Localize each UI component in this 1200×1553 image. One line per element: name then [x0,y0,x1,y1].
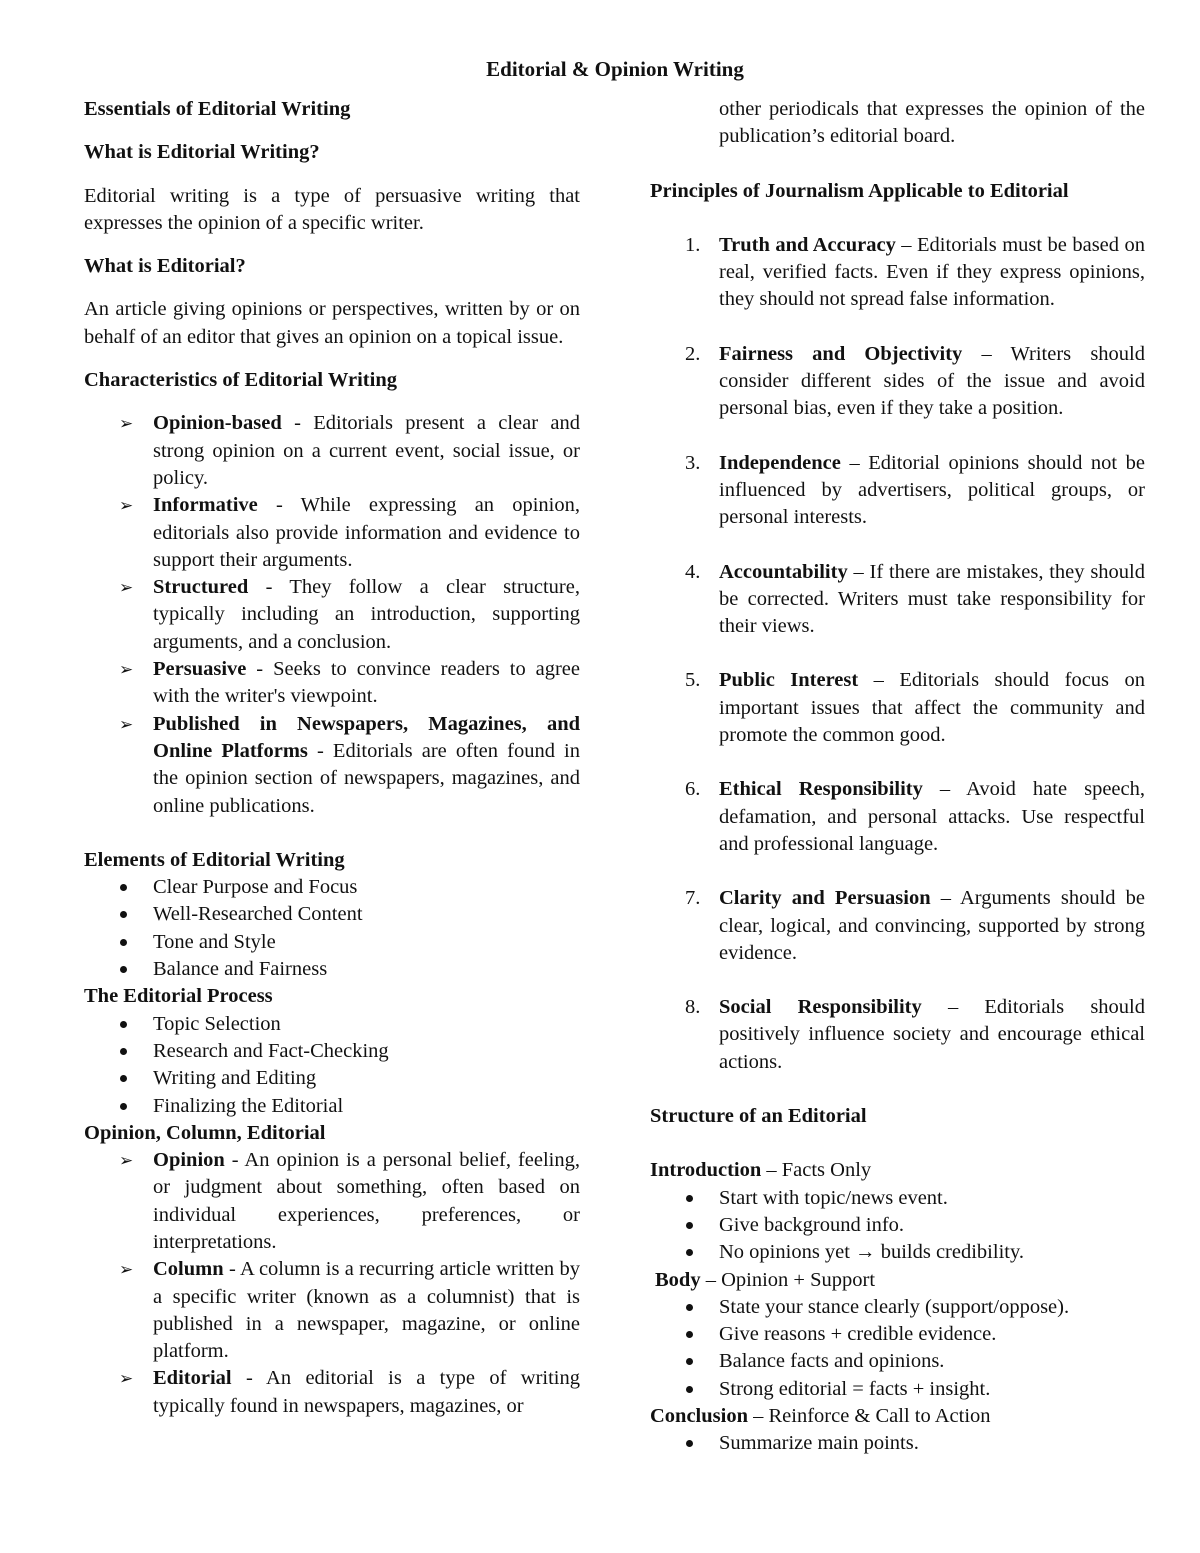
item-term: Public Interest [719,669,859,692]
list-item [650,450,1145,532]
list-item: Balance and Fairness [84,956,580,983]
list-item: No opinions yet → builds credibility. [650,1239,1145,1266]
principles-list [650,232,1145,1076]
item-text: - An editorial is a type of writing typically found in newspapers, magazines, or [153,1367,580,1417]
item-term: Persuasive [153,658,247,681]
item-text: - Editorials present a clear and strong opinion on a current event, social issue, or policy. [153,412,580,489]
item-text: – Editorials should focus on important issues that affect the community and promote the common good. [719,669,1145,747]
list-item [650,232,1145,314]
list-item-continuation: other periodicals that expresses the opinion of the publication’s editorial board. [719,98,1145,148]
arrow-bullet-icon: ➢ [119,1260,134,1280]
essentials-heading: Essentials of Editorial Writing [84,98,351,120]
structure-heading: Structure of an Editorial [650,1105,867,1128]
list-item: Research and Fact-Checking [84,1038,580,1065]
arrow-bullet-icon: ➢ [119,496,134,516]
item-term: Editorial [153,1367,232,1390]
list-item [84,574,580,656]
introduction-line [650,1157,1145,1184]
list-item [84,410,580,492]
body-list [650,1294,1145,1403]
arrow-bullet-icon: ➢ [119,1369,134,1389]
editorial-continuation [650,96,1145,151]
item-text: – Editorials must be based on real, verified facts. Even if they express opinions, they should not spread false information. [719,233,1145,311]
arrow-bullet-icon: ➢ [119,1151,134,1171]
item-text: - Seeks to convince readers to agree with the writer's viewpoint. [153,658,580,708]
conclusion-line [650,1403,1145,1430]
introduction-term: Introduction [650,1159,762,1182]
oce-list [84,1147,580,1420]
arrow-bullet-icon: ➢ [119,714,134,734]
item-text: – Arguments should be clear, logical, and convincing, supported by strong evidence. [719,887,1145,964]
item-term: Published in Newspapers, Magazines, and Online Platforms [153,712,580,762]
editorial-writing-definition: Editorial writing is a type of persuasive writing that expresses the opinion of a specific writer. [84,184,580,234]
process-heading: The Editorial Process [84,985,273,1008]
list-item [650,341,1145,423]
what-is-editorial-writing-heading: What is Editorial Writing? [84,141,320,164]
elements-heading: Elements of Editorial Writing [84,848,345,871]
right-column [650,96,1145,1458]
item-text: – Avoid hate speech, defamation, and personal attacks. Use respectful and professional language. [719,778,1146,855]
list-item [84,1365,580,1420]
list-item [84,656,580,711]
item-term: Social Responsibility [719,996,922,1019]
item-text: - An opinion is a personal belief, feeling, or judgment about something, often based on individual experiences, preferences, or interpretations. [153,1149,580,1253]
item-number: 7. [685,887,701,910]
list-item: Give reasons + credible evidence. [650,1321,1145,1348]
conclusion-text: – Reinforce & Call to Action [747,1404,991,1427]
list-item: Give background info. [650,1212,1145,1239]
item-text: – If there are mistakes, they should be corrected. Writers must take responsibility for their views. [719,560,1145,638]
item-term: Accountability [719,560,848,583]
list-item: Tone and Style [84,929,580,956]
arrow-bullet-icon: ➢ [119,414,134,434]
item-text: – Editorials should positively influence society and encourage ethical actions. [719,996,1145,1073]
list-item: Strong editorial = facts + insight. [650,1376,1145,1403]
item-term: Opinion [153,1149,225,1172]
item-text: - Editorials are often found in the opinion section of newspapers, magazines, and online publications. [153,739,580,817]
item-term: Truth and Accuracy [719,233,896,256]
list-item [84,492,580,574]
list-item [650,776,1145,858]
arrow-bullet-icon: ➢ [119,660,134,680]
elements-list [84,874,580,983]
item-number: 1. [685,233,701,256]
list-item [650,559,1145,641]
opinion-column-editorial-heading: Opinion, Column, Editorial [84,1121,326,1144]
item-text: – Editorial opinions should not be influenced by advertisers, political groups, or personal interests. [719,451,1145,529]
item-number: 6. [685,778,701,801]
left-column [84,96,580,1420]
what-is-editorial-heading: What is Editorial? [84,255,246,278]
list-item [650,994,1145,1076]
body-text: – Opinion + Support [700,1268,876,1291]
item-text: - They follow a clear structure, typically including an introduction, supporting arguments, and a conclusion. [153,576,580,653]
item-term: Structured [153,576,249,599]
editorial-definition: An article giving opinions or perspectives, written by or on behalf of an editor that gives an opinion on a topical issue. [84,298,580,348]
characteristics-heading: Characteristics of Editorial Writing [84,369,397,392]
item-text: – Writers should consider different sides of the issue and avoid personal bias, even if they take a position. [719,342,1145,420]
introduction-list [650,1185,1145,1267]
list-item [650,885,1145,967]
introduction-text: – Facts Only [761,1159,872,1182]
body-line [650,1267,1145,1294]
item-text: - While expressing an opinion, editorials also provide information and evidence to support their arguments. [153,494,580,571]
list-item: State your stance clearly (support/oppose). [650,1294,1145,1321]
item-term: Independence [719,451,841,474]
list-item: Summarize main points. [650,1430,1145,1457]
item-term: Column [153,1258,224,1281]
characteristics-list [84,410,580,819]
list-item [84,1256,580,1365]
list-item: Topic Selection [84,1011,580,1038]
item-number: 5. [685,669,701,692]
list-item: Clear Purpose and Focus [84,874,580,901]
arrow-bullet-icon: ➢ [119,578,134,598]
list-item: Balance facts and opinions. [650,1348,1145,1375]
list-item: Well-Researched Content [84,901,580,928]
process-list [84,1011,580,1120]
page-title: Editorial & Opinion Writing [486,57,744,81]
item-term: Fairness and Objectivity [719,342,963,365]
item-term: Informative [153,494,258,517]
list-item: Start with topic/news event. [650,1185,1145,1212]
list-item: Writing and Editing [84,1065,580,1092]
list-item [84,1147,580,1256]
item-number: 3. [685,451,701,474]
list-item [84,711,580,820]
item-number: 2. [685,342,701,365]
conclusion-term: Conclusion [650,1404,748,1427]
item-term: Ethical Responsibility [719,778,923,801]
conclusion-list [650,1430,1145,1457]
item-text: - A column is a recurring article written by a specific writer (known as a columnist) that is published in a newspaper, magazine, or online platform. [153,1258,580,1363]
item-term: Clarity and Persuasion [719,887,931,910]
body-term: Body [655,1268,701,1291]
list-item [650,667,1145,749]
list-item: Finalizing the Editorial [84,1093,580,1120]
item-number: 4. [685,560,701,583]
item-number: 8. [685,996,701,1019]
principles-heading: Principles of Journalism Applicable to Editorial [650,179,1069,202]
item-term: Opinion-based [153,412,282,435]
